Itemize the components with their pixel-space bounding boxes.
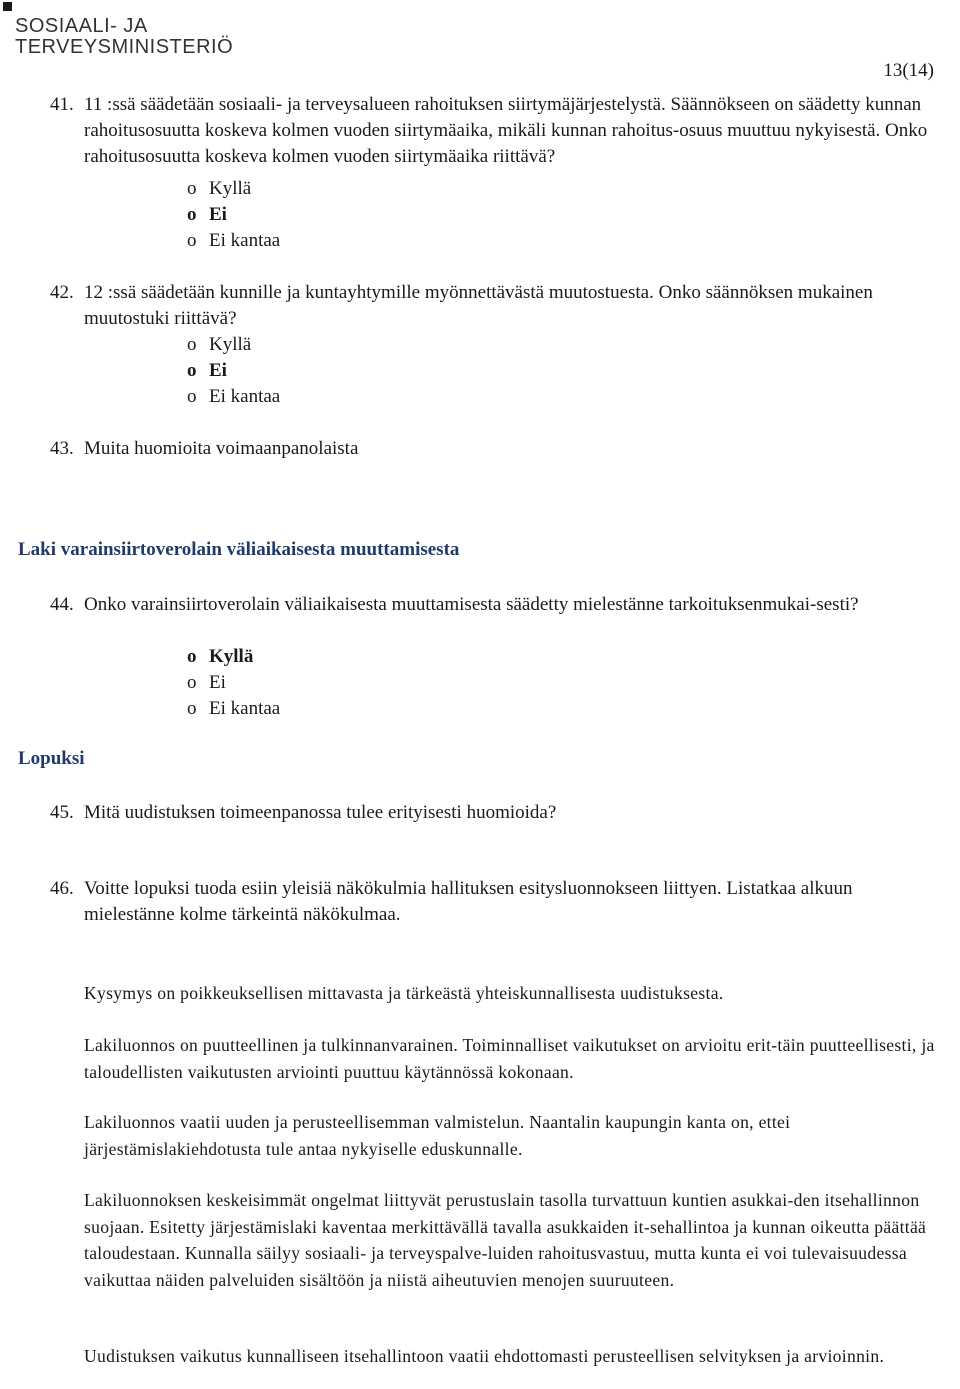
option-ei[interactable]	[187, 670, 226, 696]
question-text: Muita huomioita voimaanpanolaista	[84, 438, 359, 459]
option-bullet: o	[187, 230, 197, 251]
answer-paragraph: Kysymys on poikkeuksellisen mittavasta ja tärkeästä yhteiskunnallisesta uudistuksesta.	[84, 983, 724, 1003]
logo-line-2: TERVEYSMINISTERIÖ	[15, 36, 234, 58]
question-number: 43.	[50, 438, 74, 459]
option-bullet: o	[187, 386, 197, 407]
option-ei[interactable]	[187, 358, 227, 384]
question-text: 11 :ssä säädetään sosiaali- ja terveysalueen rahoituksen siirtymäjärjestelystä. Säännökseen on säädetty kunnan rahoitusosuutta koskeva kolmen vuoden siirtymäaika, mikäli kunnan rahoitus-osuus muuttuu nykyisestä. Onko rahoitusosuutta koskeva kolmen vuoden siirtymäaika riittävä?	[84, 94, 928, 167]
option-kylla[interactable]	[187, 176, 251, 202]
logo-square-icon	[3, 2, 12, 11]
option-bullet: o	[187, 204, 197, 225]
question-number: 44.	[50, 594, 74, 615]
option-label: Ei kantaa	[209, 230, 281, 251]
option-ei[interactable]	[187, 202, 227, 228]
question-46	[50, 876, 940, 928]
option-bullet: o	[187, 646, 197, 667]
option-bullet: o	[187, 698, 197, 719]
closing-heading: Lopuksi	[18, 748, 85, 769]
question-text: Voitte lopuksi tuoda esiin yleisiä näkökulmia hallituksen esitysluonnokseen liittyen. Listatkaa alkuun mielestänne kolme tärkeintä näkökulmaa.	[84, 878, 853, 925]
option-label: Kyllä	[209, 178, 252, 199]
option-label: Ei	[209, 204, 227, 225]
question-45	[50, 800, 940, 826]
question-43	[50, 436, 940, 462]
option-label: Ei	[209, 360, 227, 381]
option-label: Ei kantaa	[209, 386, 281, 407]
option-label: Kyllä	[209, 646, 254, 667]
option-bullet: o	[187, 672, 197, 693]
answer-paragraph: Lakiluonnos vaatii uuden ja perusteellisemman valmistelun. Naantalin kaupungin kanta on, ettei järjestämislakiehdotusta tule antaa nykyiselle eduskunnalle.	[84, 1112, 791, 1159]
question-number: 42.	[50, 282, 74, 303]
option-bullet: o	[187, 360, 197, 381]
answer-paragraph: Lakiluonnoksen keskeisimmät ongelmat liittyvät perustuslain tasolla turvattuun kuntien asukkai-den itsehallinnon suojaan. Esitetty järjestämislaki kaventaa merkittävällä tavalla asukkaiden it-sehallintoa ja kunnan oikeutta päättää taloudestaan. Kunnalla säilyy sosiaali- ja terveyspalve-luiden rahoitusvastuu, mutta kunta ei voi tulevaisuudessa vaikuttaa näiden palveluiden sisältöön ja niistä aiheutuvien menojen suuruuteen.	[84, 1190, 927, 1290]
answer-paragraph: Uudistuksen vaikutus kunnalliseen itsehallintoon vaatii ehdottomasti perusteellisen selvityksen ja arvioinnin.	[84, 1346, 885, 1366]
section-heading: Laki varainsiirtoverolain väliaikaisesta muuttamisesta	[18, 539, 460, 560]
logo-line-1: SOSIAALI- JA	[15, 15, 148, 37]
option-ei-kantaa[interactable]	[187, 384, 280, 410]
option-label: Ei	[209, 672, 226, 693]
option-kylla[interactable]	[187, 332, 251, 358]
option-bullet: o	[187, 334, 197, 355]
question-number: 41.	[50, 94, 74, 115]
answer-paragraph: Lakiluonnos on puutteellinen ja tulkinnanvarainen. Toiminnalliset vaikutukset on arvioitu erit-täin puutteellisesti, ja taloudellisten vaikutusten arviointi puuttuu käytännössä kokonaan.	[84, 1035, 935, 1082]
question-41	[50, 92, 940, 170]
page-number: 13(14)	[883, 60, 934, 81]
question-42	[50, 280, 940, 332]
question-44	[50, 592, 940, 618]
option-bullet: o	[187, 178, 197, 199]
option-ei-kantaa[interactable]	[187, 696, 280, 722]
option-kylla[interactable]	[187, 644, 253, 670]
question-text: Onko varainsiirtoverolain väliaikaisesta muuttamisesta säädetty mielestänne tarkoituksenmukai-sesti?	[84, 594, 859, 615]
question-text: Mitä uudistuksen toimeenpanossa tulee erityisesti huomioida?	[84, 802, 557, 823]
question-number: 46.	[50, 878, 74, 899]
option-ei-kantaa[interactable]	[187, 228, 280, 254]
question-text: 12 :ssä säädetään kunnille ja kuntayhtymille myönnettävästä muutostuesta. Onko säännöksen mukainen muutostuki riittävä?	[84, 282, 873, 329]
question-number: 45.	[50, 802, 74, 823]
option-label: Kyllä	[209, 334, 252, 355]
option-label: Ei kantaa	[209, 698, 281, 719]
